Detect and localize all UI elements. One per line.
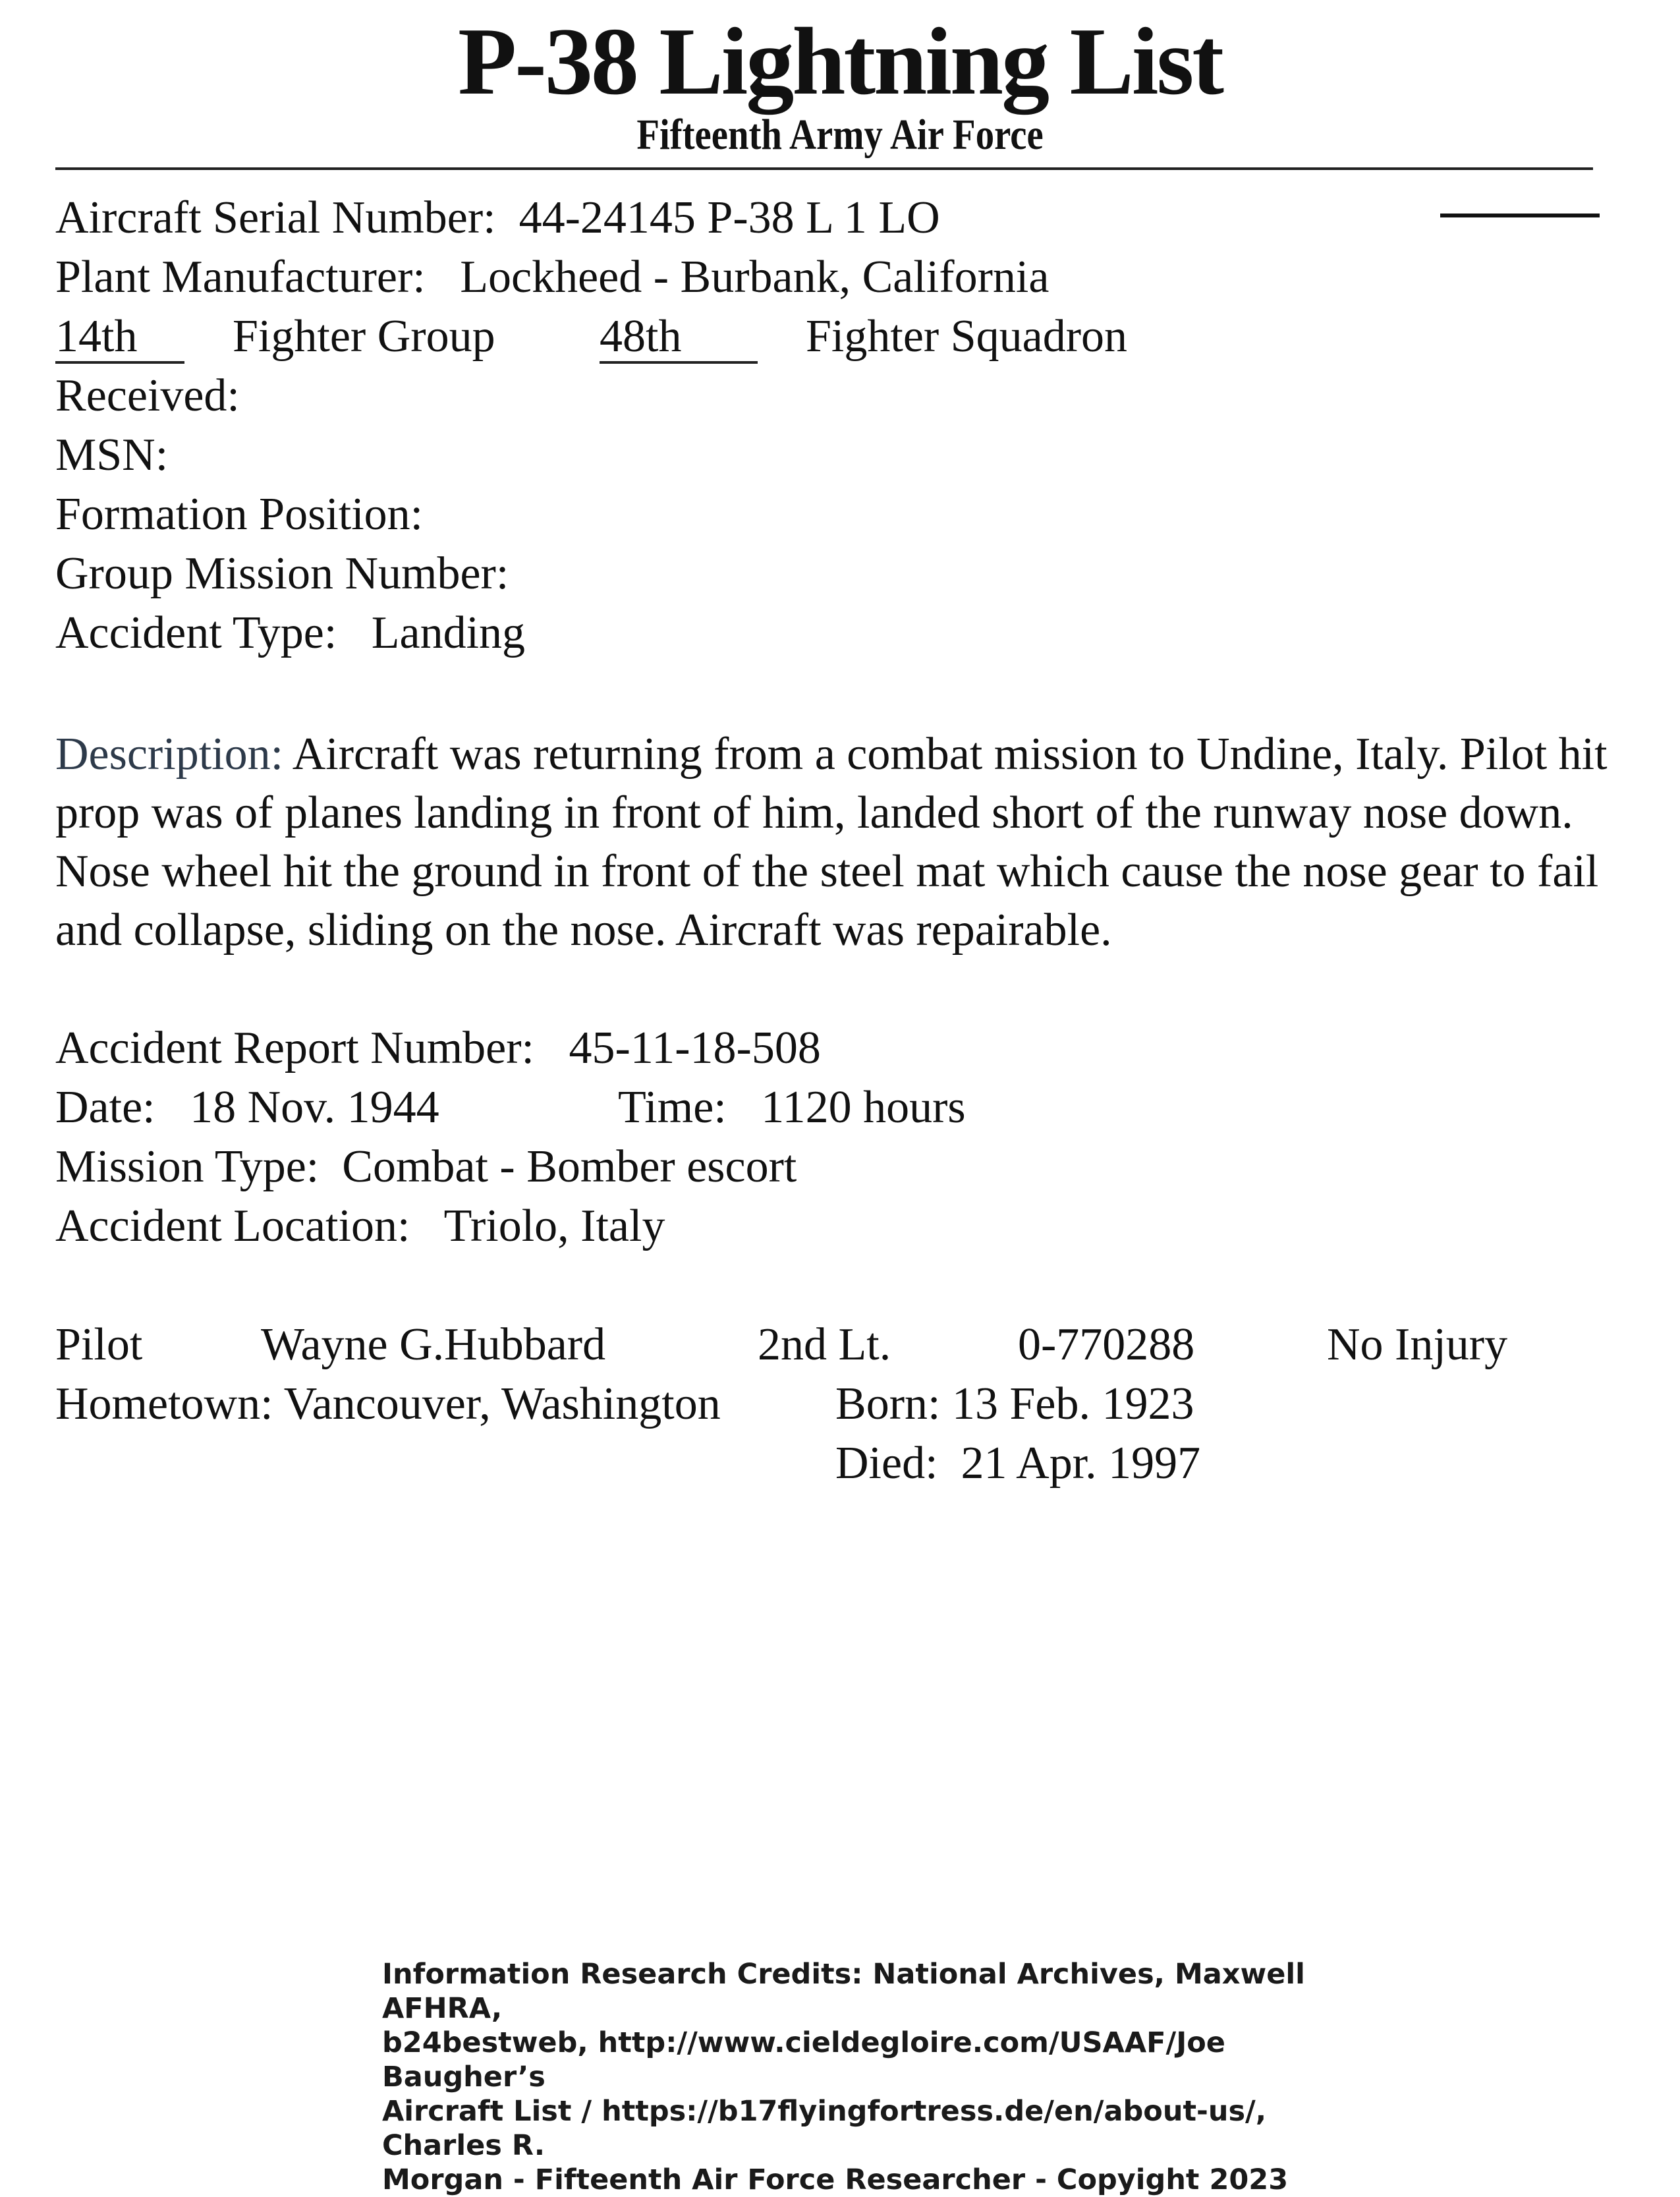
serial-number-value: 44-24145 P-38 L 1 LO <box>518 192 940 243</box>
description-label: Description: <box>55 729 284 780</box>
crew-serial: 0-770288 <box>1018 1319 1195 1370</box>
serial-number-row <box>55 191 940 245</box>
location-value: Triolo, Italy <box>443 1201 665 1251</box>
mission-type-label: Mission Type: <box>55 1141 320 1192</box>
hometown-row <box>55 1377 721 1431</box>
report-number-row <box>55 1021 821 1075</box>
died-row <box>835 1437 1200 1491</box>
crew-name: Wayne G.Hubbard <box>261 1319 606 1370</box>
report-number-label: Accident Report Number: <box>55 1023 535 1073</box>
manufacturer-row <box>55 250 1049 304</box>
date-label: Date: <box>55 1082 155 1133</box>
date-value: 18 Nov. 1944 <box>190 1082 439 1133</box>
report-number-value: 45-11-18-508 <box>569 1023 821 1073</box>
manufacturer-value: Lockheed - Burbank, California <box>460 252 1050 302</box>
mission-type-value: Combat - Bomber escort <box>342 1141 797 1192</box>
group-number: 14th <box>55 312 184 364</box>
page-subtitle: Fifteenth Army Air Force <box>636 111 1044 159</box>
born-value: 13 Feb. 1923 <box>951 1379 1194 1429</box>
blank-entry-line <box>1440 214 1600 217</box>
credits-line: Aircraft List / https://b17flyingfortress.de/en/about-us/, Charles R. <box>382 2095 1267 2162</box>
location-row <box>55 1199 665 1253</box>
description-block <box>55 725 1656 959</box>
credits-line: Information Research Credits: National Archives, Maxwell AFHRA, <box>382 1958 1305 2025</box>
crew-role: Pilot <box>55 1319 143 1370</box>
group-mission-number-label: Group Mission Number: <box>55 548 509 599</box>
died-label: Died: <box>835 1438 938 1489</box>
location-label: Accident Location: <box>55 1201 410 1251</box>
header-rule <box>55 167 1593 170</box>
crew-rank: 2nd Lt. <box>758 1319 891 1370</box>
born-label: Born: <box>835 1379 941 1429</box>
page-title: P-38 Lightning List <box>458 8 1222 115</box>
accident-type-label: Accident Type: <box>55 608 337 658</box>
formation-position-label: Formation Position: <box>55 489 424 540</box>
time-row <box>618 1081 966 1135</box>
squadron-label: Fighter Squadron <box>806 311 1128 362</box>
time-label: Time: <box>618 1082 727 1133</box>
msn-label: MSN: <box>55 430 169 480</box>
group-squadron-row <box>55 310 495 364</box>
date-row <box>55 1081 439 1135</box>
credits-line: Morgan - Fifteenth Air Force Researcher - Copyight 2023 <box>382 2163 1289 2196</box>
manufacturer-label: Plant Manufacturer: <box>55 252 426 302</box>
mission-type-row <box>55 1140 797 1194</box>
hometown-label: Hometown: <box>55 1379 273 1429</box>
group-label: Fighter Group <box>233 311 495 362</box>
accident-type-value: Landing <box>371 608 526 658</box>
hometown-value: Vancouver, Washington <box>283 1379 721 1429</box>
received-label: Received: <box>55 370 240 421</box>
credits-line: b24bestweb, http://www.cieldegloire.com/USAAF/Joe Baugher’s <box>382 2026 1225 2094</box>
description-text: Aircraft was returning from a combat mission to Undine, Italy. Pilot hit prop was of planes landing in front of him, landed short of the runway nose down. Nose wheel hit the ground in front of the steel mat which cause the nose gear to fail and collapse, sliding on the nose. Aircraft was repairable. <box>55 729 1608 956</box>
squadron-row <box>600 310 1127 364</box>
serial-number-label: Aircraft Serial Number: <box>55 192 496 243</box>
squadron-number: 48th <box>600 312 758 364</box>
born-row <box>835 1377 1194 1431</box>
accident-type-row <box>55 606 525 660</box>
research-credits <box>382 1957 1331 2197</box>
time-value: 1120 hours <box>761 1082 966 1133</box>
crew-status: No Injury <box>1327 1319 1508 1370</box>
died-value: 21 Apr. 1997 <box>961 1438 1201 1489</box>
